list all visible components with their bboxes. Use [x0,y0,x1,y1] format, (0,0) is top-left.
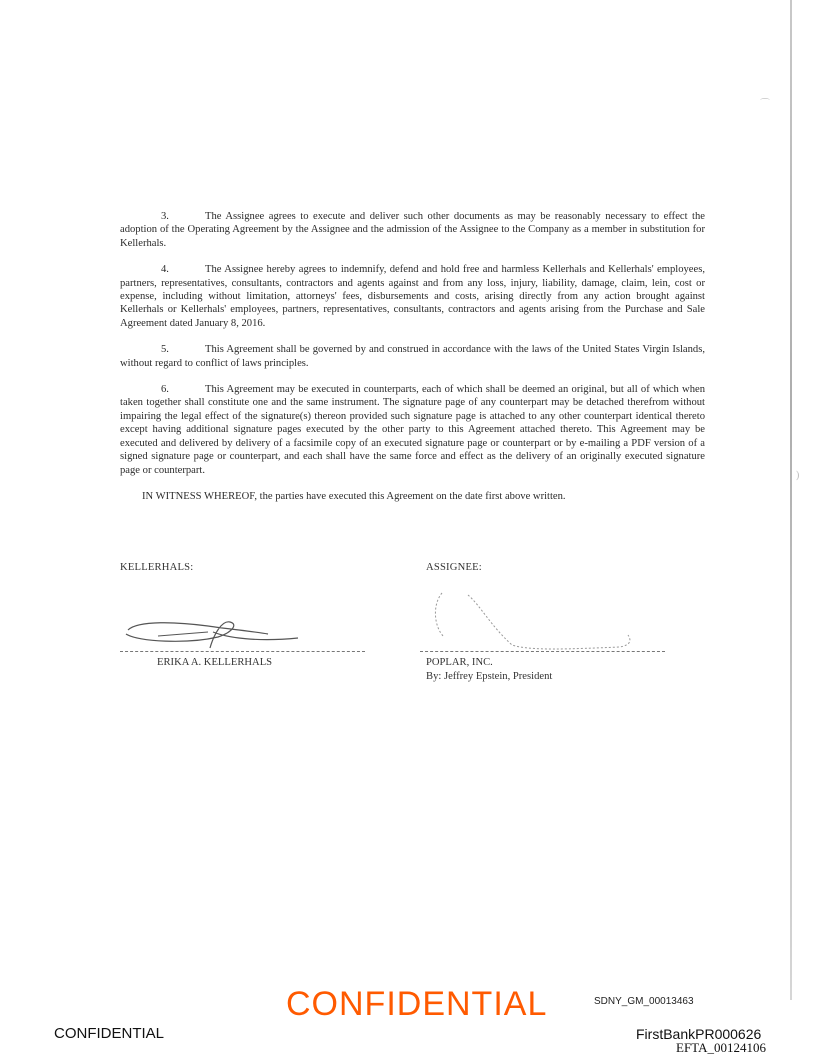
confidential-stamp: CONFIDENTIAL [286,985,548,1023]
scan-mark: ) [796,470,800,481]
kellerhals-name: ERIKA A. KELLERHALS [157,657,273,668]
witness-clause: IN WITNESS WHEREOF, the parties have executed this Agreement on the date first above written. [142,490,566,502]
paragraph-4 [120,263,705,330]
paragraph-text: This Agreement shall be governed by and construed in accordance with the laws of the United States Virgin Islands, without regard to conflict of laws principles. [120,344,705,369]
scan-page-edge [790,0,792,1000]
kellerhals-signature-image [118,612,308,652]
bates-number-sdny: SDNY_GM_00013463 [594,996,694,1007]
bates-number-efta: EFTA_00124106 [676,1040,766,1055]
paragraph-number: 5. [161,344,169,356]
paragraph-3 [120,210,705,250]
paragraph-text: The Assignee agrees to execute and deliver such other documents as may be reasonably necessary to effect the adoption of the Operating Agreement by the Assignee and the admission of the Assignee to the Company as a member in substitution for Kellerhals. [120,211,705,249]
paragraph-6 [120,383,705,477]
assignee-label: ASSIGNEE: [426,562,482,573]
bates-number-firstbank: FirstBankPR000626 [636,1026,762,1042]
kellerhals-signature-line [120,651,365,652]
kellerhals-label: KELLERHALS: [120,562,194,573]
assignee-name: POPLAR, INC. [426,657,493,668]
assignee-signature-line [420,651,665,652]
assignee-signature-image [420,575,680,653]
paragraph-number: 6. [161,384,169,396]
paragraph-text: This Agreement may be executed in counterparts, each of which shall be deemed an original, but all of which when taken together shall constitute one and the same instrument. The signature page of any counterpart may be detached therefrom without impairing the legal effect of the signature(s) thereon provided such signature page is attached to any other counterpart identical thereto except having additional signature pages executed by the other party to this Agreement attached thereto. This Agreement may be executed and delivered by delivery of a facsimile copy of an executed signature page or counterpart or by e-mailing a PDF version of a signed signature page or counterpart, and each shall have the same force and effect as the delivery of an originally executed signature page or counterpart. [120,384,705,476]
assignee-signatory: By: Jeffrey Epstein, President [426,671,553,682]
confidential-label: CONFIDENTIAL [54,1025,165,1042]
paragraph-text: The Assignee hereby agrees to indemnify, defend and hold free and harmless Kellerhals and Kellerhals' employees, partners, representatives, consultants, contractors and agents against and from any loss, injury, liability, damage, claim, lein, cost or expense, including without limitation, attorneys' fees, disbursements and costs, arising directly from any action brought against Kellerhals or Kellerhals' employees, partners, representatives, consultants, contractors and agents arising from the Purchase and Sale Agreement dated January 8, 2016. [120,264,705,329]
scan-mark: ⌒ [760,99,770,110]
paragraph-5 [120,343,705,370]
paragraph-number: 4. [161,264,169,276]
agreement-body [120,210,705,516]
paragraph-number: 3. [161,211,169,222]
